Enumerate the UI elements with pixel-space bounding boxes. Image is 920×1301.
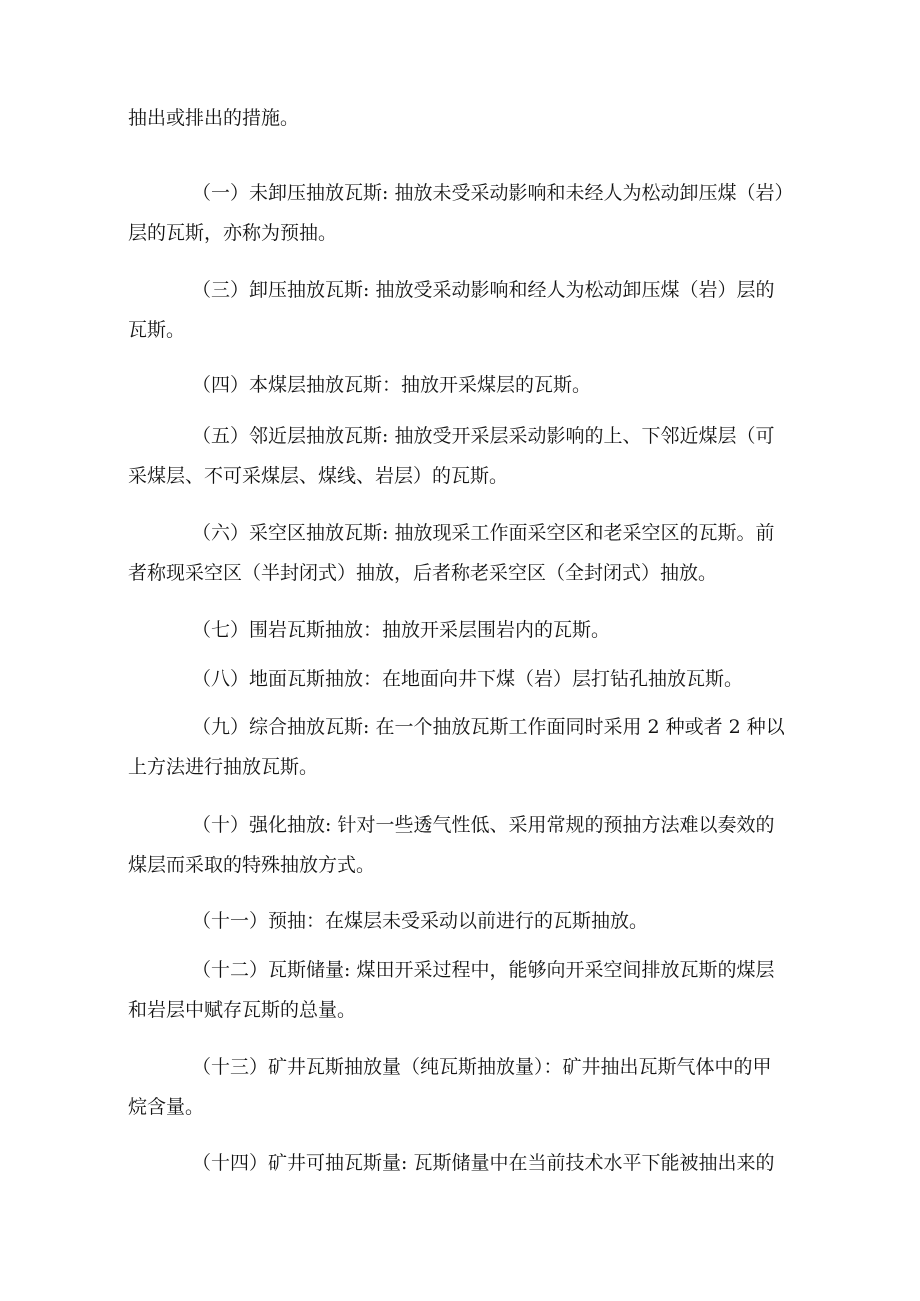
text-line: （九）综合抽放瓦斯: 在一个抽放瓦斯工作面同时采用 2 种或者 2 种以 bbox=[192, 716, 785, 738]
paragraph-item-9 bbox=[128, 707, 808, 787]
text-line: （三）卸压抽放瓦斯: 抽放受采动影响和经人为松动卸压煤（岩）层的 bbox=[192, 279, 775, 301]
paragraph-item-14 bbox=[128, 1143, 808, 1183]
text-line: 煤层而采取的特殊抽放方式。 bbox=[128, 854, 376, 876]
text-line: （七）围岩瓦斯抽放：抽放开采层围岩内的瓦斯。 bbox=[192, 619, 611, 641]
paragraph-item-8 bbox=[128, 659, 808, 699]
text-line: （一）未卸压抽放瓦斯: 抽放未受采动影响和未经人为松动卸压煤（岩） bbox=[192, 182, 794, 204]
paragraph-item-11 bbox=[128, 901, 808, 941]
text-line: （五）邻近层抽放瓦斯: 抽放受开采层采动影响的上、下邻近煤层（可 bbox=[192, 425, 775, 447]
paragraph-item-13 bbox=[128, 1047, 808, 1127]
text-line: （六）采空区抽放瓦斯: 抽放现采工作面采空区和老采空区的瓦斯。前 bbox=[192, 522, 775, 544]
text-line: 上方法进行抽放瓦斯。 bbox=[128, 756, 319, 778]
text-line: 者称现采空区（半封闭式）抽放，后者称老采空区（全封闭式）抽放。 bbox=[128, 562, 718, 584]
paragraph-item-3 bbox=[128, 270, 808, 350]
text-line: （十一）预抽：在煤层未受采动以前进行的瓦斯抽放。 bbox=[192, 910, 649, 932]
text-line: （八）地面瓦斯抽放：在地面向井下煤（岩）层打钻孔抽放瓦斯。 bbox=[192, 668, 744, 690]
paragraph-item-10 bbox=[128, 805, 808, 885]
paragraph-item-1 bbox=[128, 173, 808, 253]
text-line: （十三）矿井瓦斯抽放量（纯瓦斯抽放量）：矿井抽出瓦斯气体中的甲 bbox=[192, 1056, 772, 1078]
paragraph-item-4 bbox=[128, 365, 808, 405]
paragraph-item-12 bbox=[128, 950, 808, 1030]
text-line: （十二）瓦斯储量: 煤田开采过程中，能够向开采空间排放瓦斯的煤层 bbox=[192, 959, 775, 981]
paragraph-intro-tail bbox=[128, 98, 808, 138]
text-line: 和岩层中赋存瓦斯的总量。 bbox=[128, 999, 357, 1021]
text-line: 瓦斯。 bbox=[128, 319, 186, 341]
text-line: （十四）矿井可抽瓦斯量: 瓦斯储量中在当前技术水平下能被抽出来的 bbox=[192, 1152, 775, 1174]
text-line: 采煤层、不可采煤层、煤线、岩层）的瓦斯。 bbox=[128, 465, 509, 487]
text-line: 抽出或排出的措施。 bbox=[128, 107, 300, 129]
text-line: （十）强化抽放: 针对一些透气性低、采用常规的预抽方法难以奏效的 bbox=[192, 814, 775, 836]
text-line: 层的瓦斯，亦称为预抽。 bbox=[128, 222, 338, 244]
paragraph-item-6 bbox=[128, 513, 808, 593]
text-line: （四）本煤层抽放瓦斯：抽放开采煤层的瓦斯。 bbox=[192, 374, 592, 396]
paragraph-item-5 bbox=[128, 416, 808, 496]
text-line: 烷含量。 bbox=[128, 1096, 205, 1118]
paragraph-item-7 bbox=[128, 610, 808, 650]
